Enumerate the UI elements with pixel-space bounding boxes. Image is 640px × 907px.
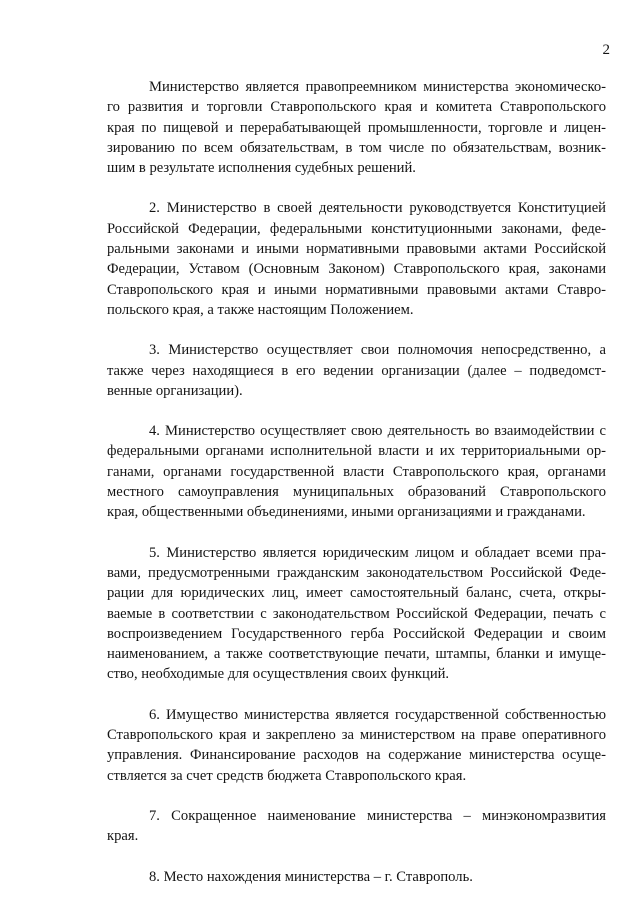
paragraph-item-4 — [107, 421, 606, 522]
document-body — [107, 77, 606, 907]
paragraph-item-6 — [107, 705, 606, 786]
paragraph-item-2 — [107, 198, 606, 320]
text-line: местного самоуправления муниципальных образований Ставропольского — [107, 484, 606, 501]
text-line: зированию по всем обязательствам, в том числе по обязательствам, возник- — [107, 139, 606, 156]
text-line: венные организации). — [107, 382, 243, 399]
text-line: 7. Сокращенное наименование министерства – минэкономразвития — [149, 807, 606, 824]
text-line: польского края, а также настоящим Положением. — [107, 301, 414, 318]
text-line: Министерство является правопреемником министерства экономическо- — [149, 79, 606, 95]
text-line: также через находящиеся в его ведении организации (далее – подведомст- — [107, 362, 606, 379]
text-line: ганами, органами государственной власти Ставропольского края, органами — [107, 463, 606, 480]
text-line: края. — [107, 828, 139, 845]
paragraph-item-5 — [107, 543, 606, 685]
text-line: Российской Федерации, федеральными конституционными законами, феде- — [107, 220, 606, 237]
paragraph-successor — [107, 77, 606, 178]
text-line: 5. Министерство является юридическим лицом и обладает всеми пра- — [149, 544, 606, 561]
text-line: края, общественными объединениями, иными организациями и гражданами. — [107, 504, 586, 521]
text-line: го развития и торговли Ставропольского края и комитета Ставропольского — [107, 99, 606, 116]
text-line: ствляется за счет средств бюджета Ставропольского края. — [107, 767, 467, 784]
text-line: шим в результате исполнения судебных решений. — [107, 160, 416, 177]
text-line: Федерации, Уставом (Основным Законом) Ставропольского края, законами — [107, 261, 606, 278]
text-line: федеральными органами исполнительной власти и их территориальными ор- — [107, 443, 606, 460]
text-line: вами, предусмотренными гражданским законодательством Российской Феде- — [107, 564, 606, 581]
text-line: края по пищевой и перерабатывающей промышленности, торговле и лицен- — [107, 119, 606, 136]
paragraph-item-3 — [107, 340, 606, 401]
paragraph-item-7 — [107, 806, 606, 847]
text-line: ральными законами и иными нормативными правовыми актами Российской — [107, 241, 606, 258]
text-line: 2. Министерство в своей деятельности руководствуется Конституцией — [149, 200, 606, 217]
text-line: ваемые в соответствии с законодательством Российской Федерации, печать с — [107, 605, 606, 622]
text-line: 8. Место нахождения министерства – г. Ставрополь. — [149, 868, 473, 885]
text-line: 6. Имущество министерства является государственной собственностью — [149, 706, 606, 723]
text-line: Ставропольского края и закреплено за министерством на праве оперативного — [107, 727, 606, 744]
text-line: наименованием, а также соответствующие печати, штампы, бланки и имуще- — [107, 646, 606, 663]
page-number: 2 — [602, 42, 610, 58]
text-line: воспроизведением Государственного герба Российской Федерации и своим — [107, 625, 606, 642]
text-line: Ставропольского края и иными нормативными правовыми актами Ставро- — [107, 281, 606, 298]
text-line: рации для юридических лиц, имеет самостоятельный баланс, счета, откры- — [107, 585, 606, 602]
text-line: 3. Министерство осуществляет свои полномочия непосредственно, а — [149, 342, 606, 359]
text-line: ство, необходимые для осуществления своих функций. — [107, 666, 450, 683]
paragraph-item-8 — [107, 867, 606, 887]
text-line: 4. Министерство осуществляет свою деятельность во взаимодействии с — [149, 423, 606, 440]
text-line: управления. Финансирование расходов на содержание министерства осуще- — [107, 747, 606, 764]
